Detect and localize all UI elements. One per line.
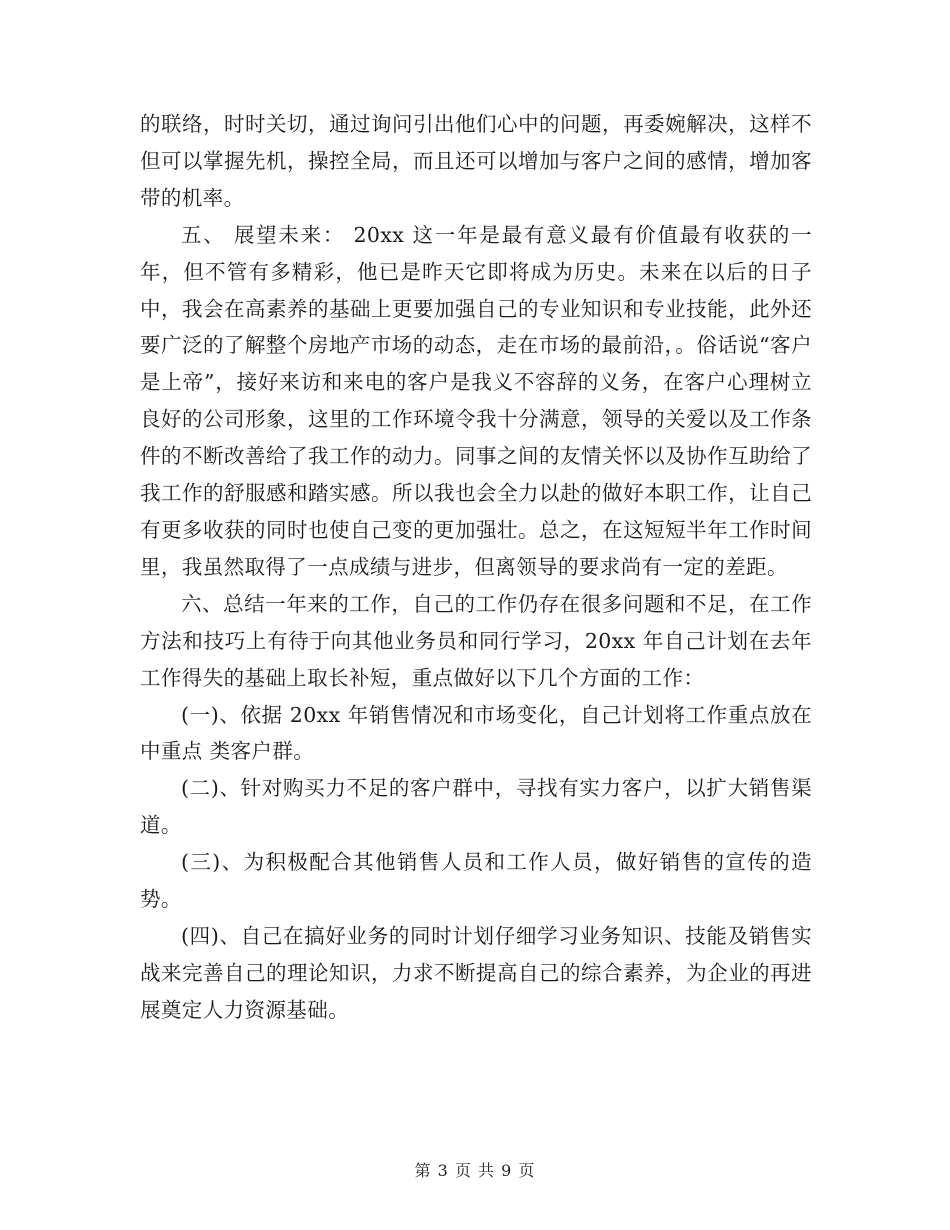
paragraph-plan-item-1: (一)、依据 20xx 年销售情况和市场变化，自己计划将工作重点放在中重点 类客户群。 [140, 702, 812, 764]
paragraph-plan-item-3: (三)、为积极配合其他销售人员和工作人员，做好销售的宣传的造势。 [140, 850, 812, 912]
paragraph-continuation: 的联络，时时关切，通过询问引出他们心中的问题，再委婉解决，这样不但可以掌握先机，操控全局，而且还可以增加与客户之间的感情，增加客带的机率。 [140, 112, 812, 210]
page-number-footer: 第 3 页 共 9 页 [414, 1161, 536, 1180]
paragraph-outlook: 五、 展望未来： 20xx 这一年是最有意义最有价值最有收获的一年，但不管有多精彩，他已是昨天它即将成为历史。未来在以后的日子中，我会在高素养的基础上更要加强自己的专业知识和专业技能，此外还要广泛的了解整个房地产市场的动态，走在市场的最前沿，。俗话说“客户是上帝”，接好来访和来电的客户是我义不容辞的义务，在客户心理树立良好的公司形象，这里的工作环境令我十分满意，领导的关爱以及工作条件的不断改善给了我工作的动力。同事之间的友情关怀以及协作互助给了我工作的舒服感和踏实感。所以我也会全力以赴的做好本职工作，让自己有更多收获的同时也使自己变的更加强壮。总之，在这短短半年工作时间里，我虽然取得了一点成绩与进步，但离领导的要求尚有一定的差距。 [140, 222, 812, 579]
paragraph-summary: 六、总结一年来的工作，自己的工作仍存在很多问题和不足，在工作方法和技巧上有待于向其他业务员和同行学习，20xx 年自己计划在去年工作得失的基础上取长补短，重点做好以下几个方面的工作： [140, 591, 812, 690]
document-body [140, 106, 812, 1029]
paragraph-plan-item-4: (四)、自己在搞好业务的同时计划仔细学习业务知识、技能及销售实战来完善自己的理论知识，力求不断提高自己的综合素养，为企业的再进展奠定人力资源基础。 [140, 923, 812, 1022]
paragraph-plan-item-2: (二)、针对购买力不足的客户群中，寻找有实力客户，以扩大销售渠道。 [140, 776, 812, 838]
